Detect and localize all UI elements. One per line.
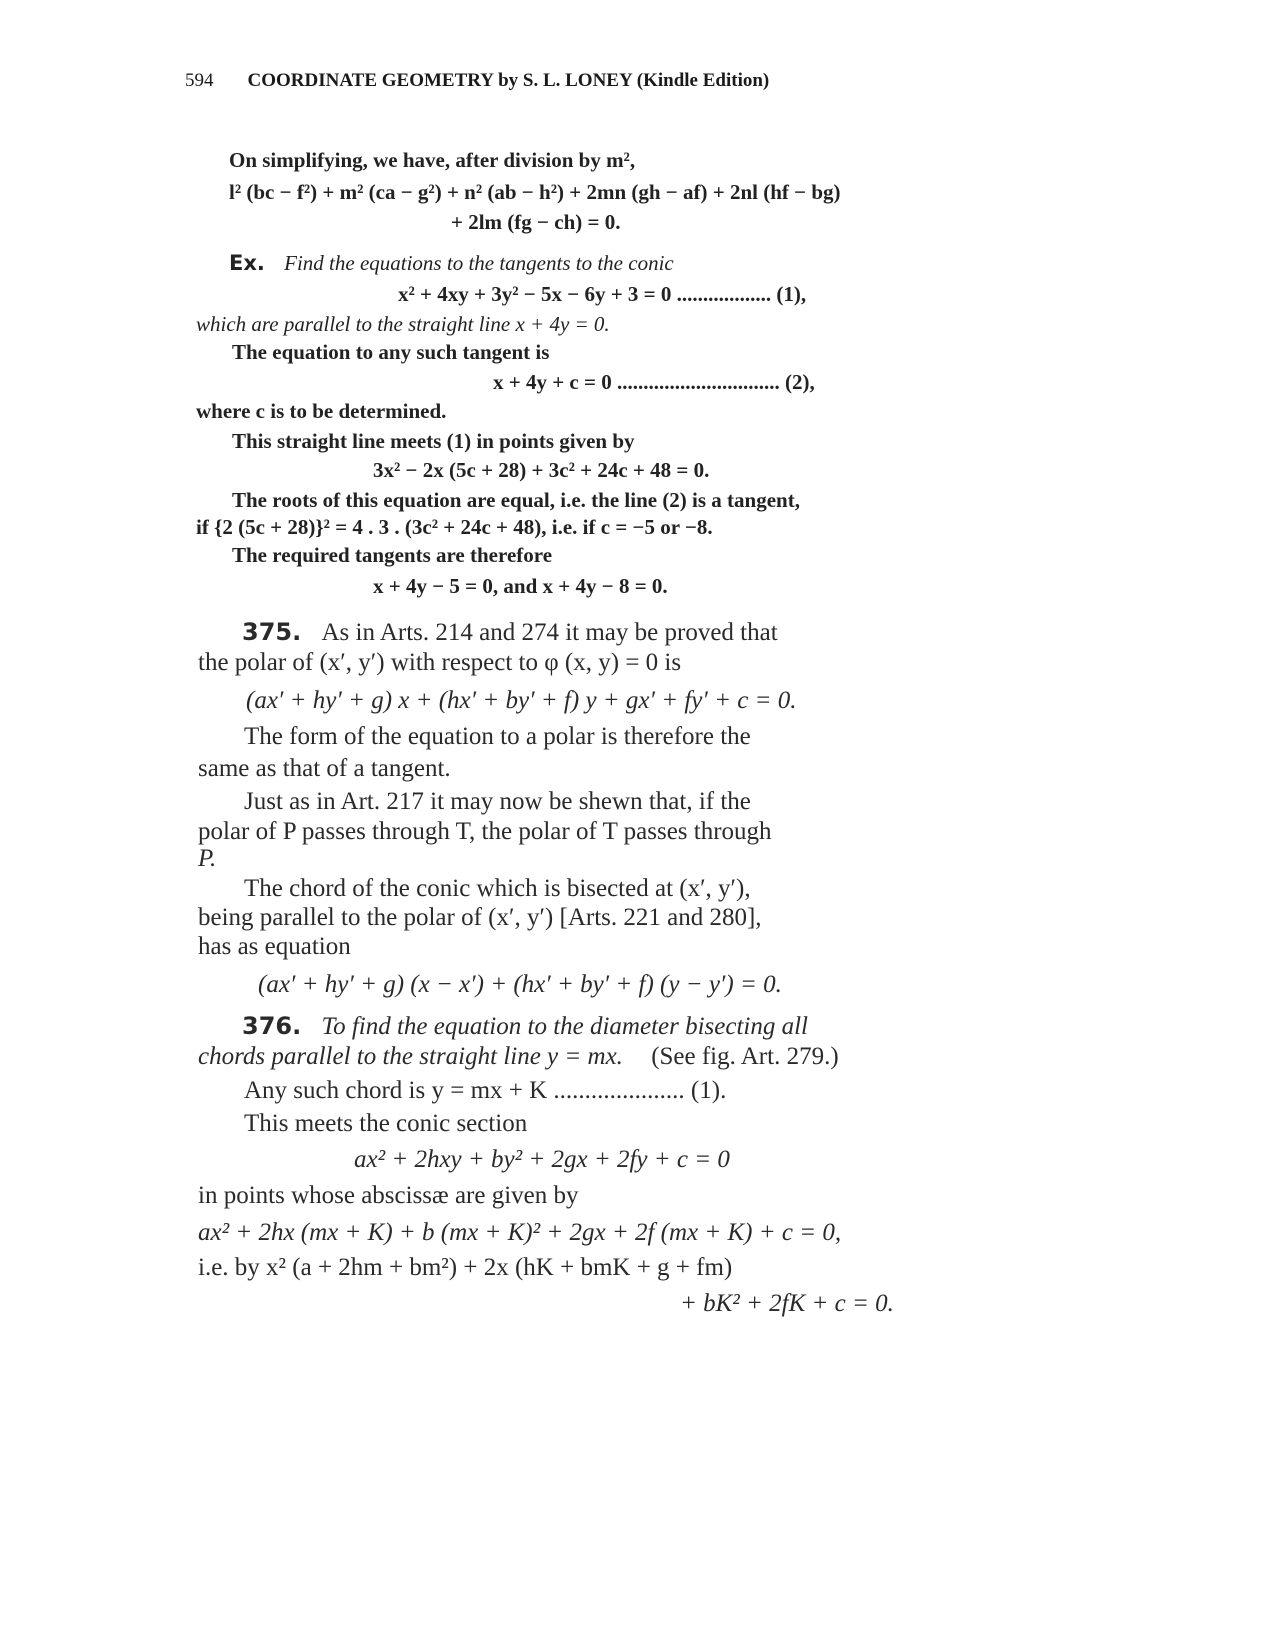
text-line: The chord of the conic which is bisected at (x′, y′), xyxy=(244,875,751,902)
text-line: has as equation xyxy=(198,933,351,960)
text-line: The roots of this equation are equal, i.e. the line (2) is a tangent, xyxy=(232,488,800,512)
text-line: The equation to any such tangent is xyxy=(232,340,550,364)
running-title: COORDINATE GEOMETRY by S. L. LONEY (Kindle Edition) xyxy=(247,70,770,91)
article-number: 376. xyxy=(242,1012,302,1040)
equation-line: ax² + 2hx (mx + K) + b (mx + K)² + 2gx + 2f (mx + K) + c = 0, xyxy=(198,1219,842,1246)
example-label: Ex. xyxy=(229,251,265,275)
equation-line: + 2lm (fg − ch) = 0. xyxy=(451,210,621,234)
article-number: 375. xyxy=(242,618,302,646)
text-line: in points whose abscissæ are given by xyxy=(198,1182,579,1209)
equation-line: x² + 4xy + 3y² − 5x − 6y + 3 = 0 .................. (1), xyxy=(398,282,807,306)
text-line: same as that of a tangent. xyxy=(198,755,451,782)
text-line: which are parallel to the straight line x + 4y = 0. xyxy=(196,312,610,336)
text-line: being parallel to the polar of (x′, y′) [Arts. 221 and 280], xyxy=(198,904,762,931)
text-line: As in Arts. 214 and 274 it may be proved that xyxy=(321,619,778,646)
text-line: P. xyxy=(198,845,217,872)
equation-line: (ax′ + hy′ + g) (x − x′) + (hx′ + by′ + f) (y − y′) = 0. xyxy=(258,971,782,998)
text-line: if {2 (5c + 28)}² = 4 . 3 . (3c² + 24c + 48), i.e. if c = −5 or −8. xyxy=(196,515,713,539)
article-375-first-line xyxy=(242,620,778,645)
equation-line: x + 4y − 5 = 0, and x + 4y − 8 = 0. xyxy=(373,574,668,598)
page-header xyxy=(185,70,769,92)
article-title-continued: chords parallel to the straight line y = mx. xyxy=(198,1043,623,1070)
example-heading xyxy=(229,253,674,274)
article-title: To find the equation to the diameter bisecting all xyxy=(321,1013,809,1040)
equation-line: l² (bc − f²) + m² (ca − g²) + n² (ab − h²) + 2mn (gh − af) + 2nl (hf − bg) xyxy=(229,180,841,204)
article-376-first-line xyxy=(242,1014,808,1039)
text-line: Any such chord is y = mx + K ..................... (1). xyxy=(244,1077,727,1104)
equation-line: x + 4y + c = 0 ............................... (2), xyxy=(493,370,815,394)
equation-line: + bK² + 2fK + c = 0. xyxy=(680,1290,894,1317)
text-line: polar of P passes through T, the polar of T passes through xyxy=(198,818,772,845)
text-line: The form of the equation to a polar is therefore the xyxy=(244,723,751,750)
text-line: where c is to be determined. xyxy=(196,399,447,423)
text-line: This meets the conic section xyxy=(244,1110,528,1137)
equation-line: 3x² − 2x (5c + 28) + 3c² + 24c + 48 = 0. xyxy=(373,458,710,482)
text-line: the polar of (x′, y′) with respect to φ (x, y) = 0 is xyxy=(198,649,682,676)
equation-line: (ax′ + hy′ + g) x + (hx′ + by′ + f) y + gx′ + fy′ + c = 0. xyxy=(246,687,797,714)
text-line: Just as in Art. 217 it may now be shewn that, if the xyxy=(244,788,751,815)
example-statement: Find the equations to the tangents to the conic xyxy=(284,251,674,275)
text-line: On simplifying, we have, after division by m², xyxy=(229,148,636,172)
figure-reference: (See fig. Art. 279.) xyxy=(651,1043,839,1070)
equation-line: ax² + 2hxy + by² + 2gx + 2fy + c = 0 xyxy=(354,1146,730,1173)
text-line xyxy=(198,1044,839,1069)
text-line: This straight line meets (1) in points given by xyxy=(232,429,635,453)
page-number: 594 xyxy=(185,70,214,91)
equation-line: i.e. by x² (a + 2hm + bm²) + 2x (hK + bmK + g + fm) xyxy=(198,1254,733,1281)
text-line: The required tangents are therefore xyxy=(232,543,553,567)
